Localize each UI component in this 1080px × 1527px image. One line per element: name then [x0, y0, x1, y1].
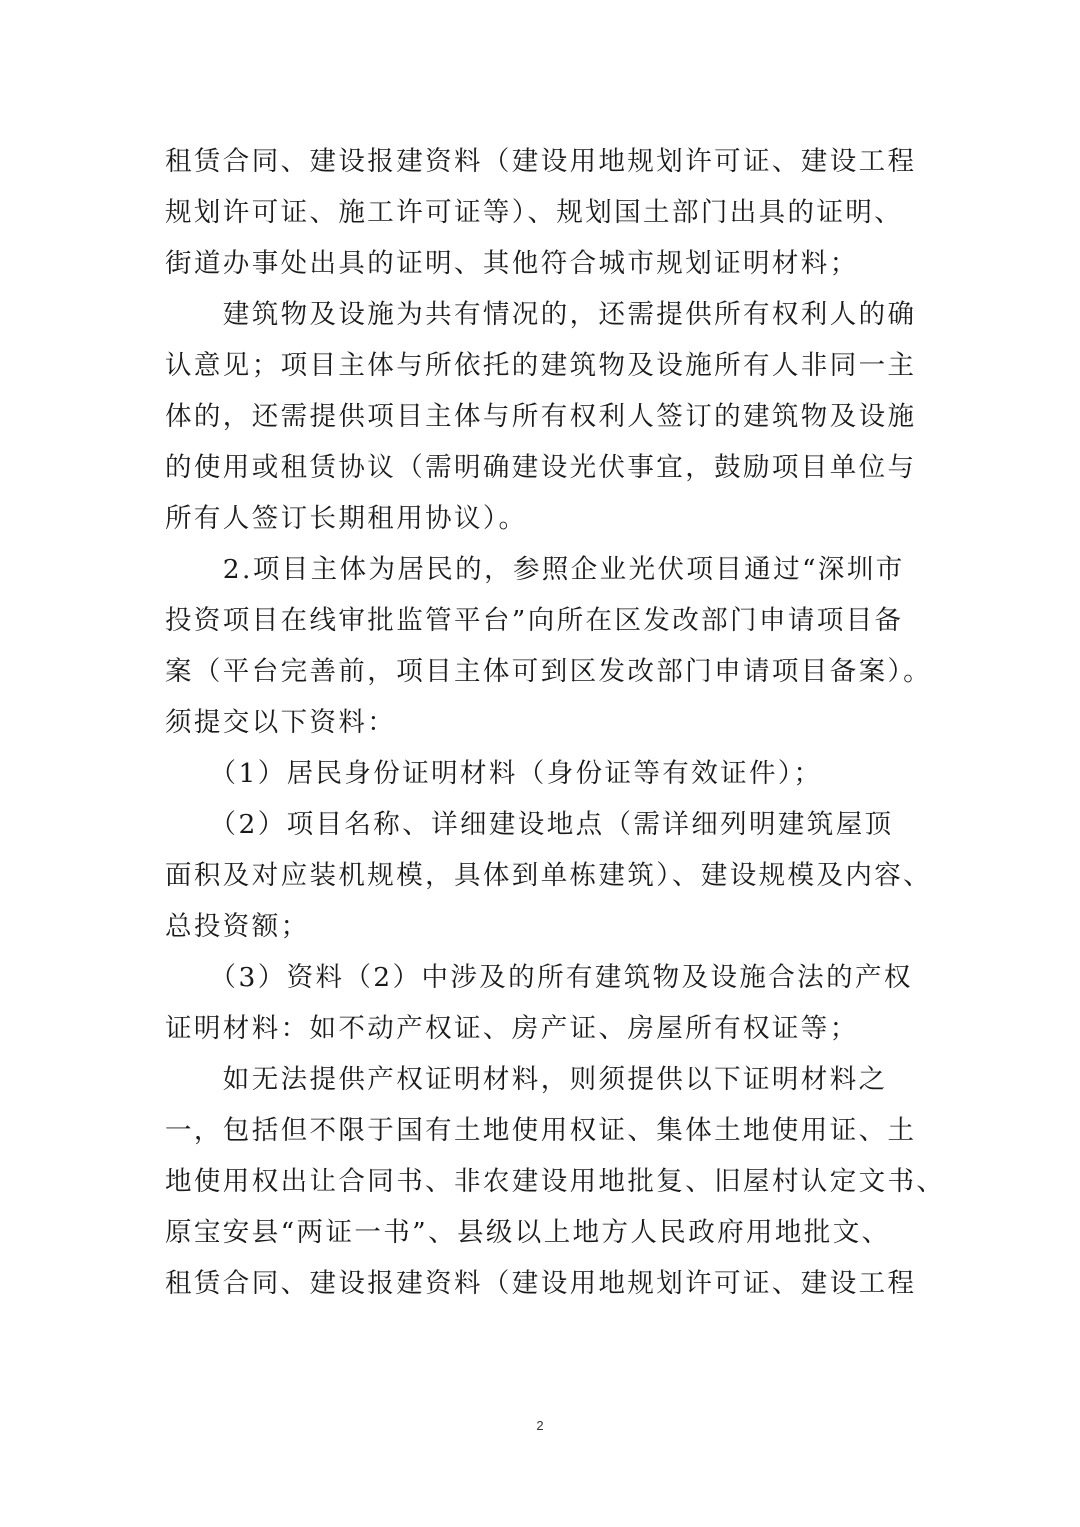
text-line: 建筑物及设施为共有情况的，还需提供所有权利人的确: [165, 299, 917, 330]
text-line: 投资项目在线审批监管平台”向所在区发改部门申请项目备: [165, 605, 904, 636]
text-line: （1）居民身份证明材料（身份证等有效证件）；: [165, 758, 823, 789]
text-line: 须提交以下资料：: [165, 707, 397, 738]
text-line: （3）资料（2）中涉及的所有建筑物及设施合法的产权: [165, 962, 913, 993]
text-line: 街道办事处出具的证明、其他符合城市规划证明材料；: [165, 248, 859, 279]
text-line: 原宝安县“两证一书”、县级以上地方人民政府用地批文、: [165, 1217, 891, 1248]
text-line: （2）项目名称、详细建设地点（需详细列明建筑屋顶: [165, 809, 894, 840]
text-line: 的使用或租赁协议（需明确建设光伏事宜，鼓励项目单位与: [165, 452, 917, 483]
text-line: 规划许可证、施工许可证等）、规划国土部门出具的证明、: [165, 197, 904, 228]
text-line: 租赁合同、建设报建资料（建设用地规划许可证、建设工程: [165, 146, 917, 177]
text-line: 2.项目主体为居民的，参照企业光伏项目通过“深圳市: [165, 554, 905, 585]
text-line: 所有人签订长期租用协议）。: [165, 503, 528, 534]
text-line: 体的，还需提供项目主体与所有权利人签订的建筑物及设施: [165, 401, 917, 432]
text-line: 案（平台完善前，项目主体可到区发改部门申请项目备案）。: [165, 656, 933, 687]
text-line: 证明材料：如不动产权证、房产证、房屋所有权证等；: [165, 1013, 859, 1044]
text-line: 一，包括但不限于国有土地使用权证、集体土地使用证、土: [165, 1115, 917, 1146]
text-line: 认意见；项目主体与所依托的建筑物及设施所有人非同一主: [165, 350, 917, 381]
body-text: [165, 136, 946, 1309]
text-line: 如无法提供产权证明材料，则须提供以下证明材料之: [165, 1064, 888, 1095]
text-line: 总投资额；: [165, 911, 310, 942]
text-line: 租赁合同、建设报建资料（建设用地规划许可证、建设工程: [165, 1268, 917, 1299]
page-number: 2: [536, 1418, 544, 1433]
text-line: 面积及对应装机规模，具体到单栋建筑）、建设规模及内容、: [165, 860, 933, 891]
text-line: 地使用权出让合同书、非农建设用地批复、旧屋村认定文书、: [165, 1166, 946, 1197]
